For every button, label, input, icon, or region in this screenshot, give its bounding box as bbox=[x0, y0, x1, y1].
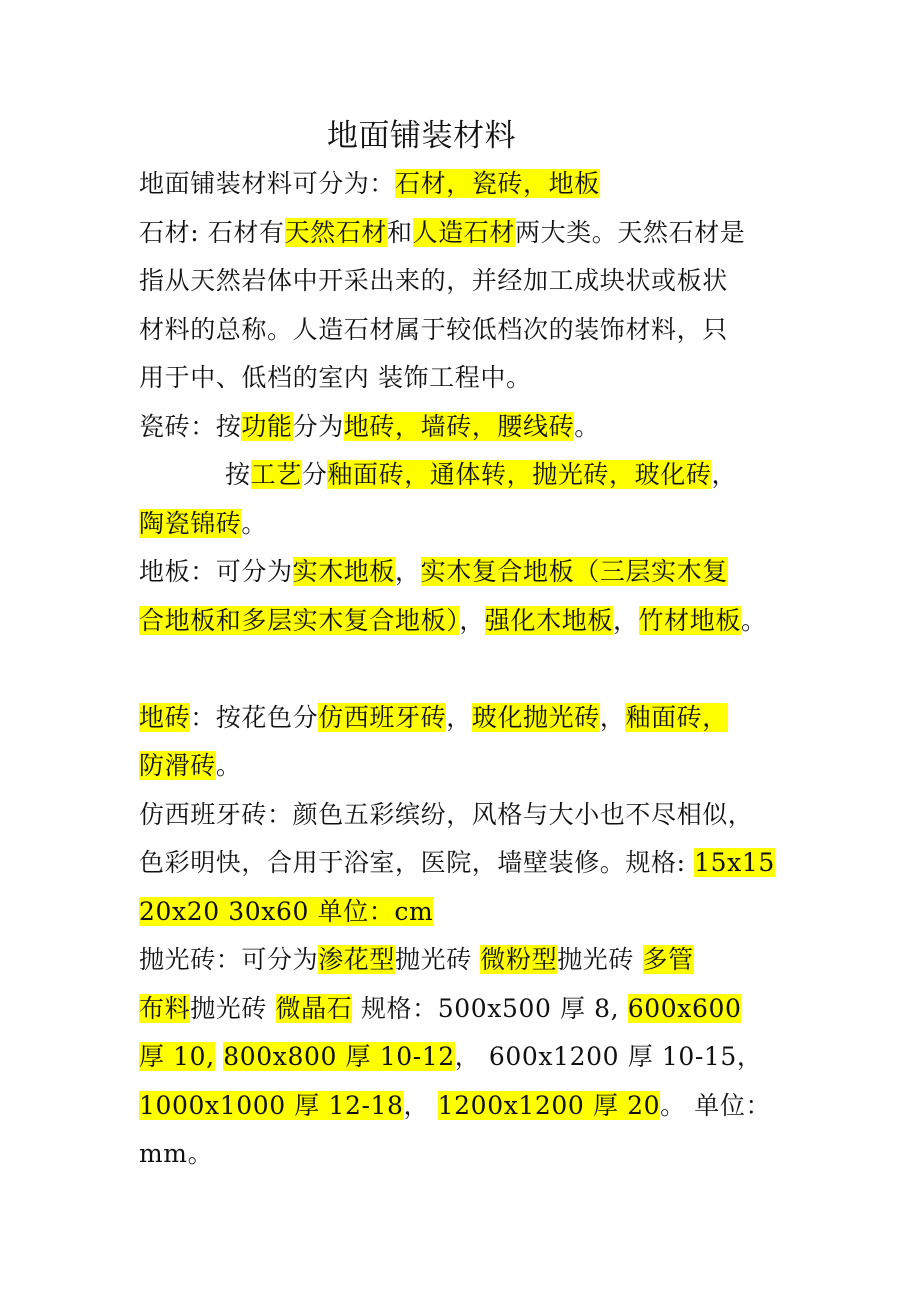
text-segment: 地面铺装材料可分为： bbox=[139, 169, 396, 198]
highlighted-text: 合地板和多层实木复合地板） bbox=[139, 605, 460, 635]
text-segment: ， bbox=[446, 702, 472, 732]
highlighted-text: 天然石材 bbox=[284, 217, 387, 247]
highlighted-text: 600x600 bbox=[627, 993, 742, 1023]
text-line bbox=[139, 597, 799, 646]
text-segment: 指从天然岩体中开采出来的，并经加工成块状或板状 bbox=[139, 266, 728, 295]
highlighted-text: 功能 bbox=[241, 411, 293, 441]
text-segment: ， bbox=[459, 605, 485, 635]
text-line bbox=[139, 694, 799, 743]
highlighted-text: 800x800 厚 10-12 bbox=[223, 1042, 455, 1071]
text-segment: ， bbox=[599, 702, 626, 732]
text-segment: 抛光砖 bbox=[557, 945, 643, 974]
text-segment: 仿西班牙砖：颜色五彩缤纷，风格与大小也不尽相似， bbox=[139, 799, 754, 829]
text-segment: 。 bbox=[215, 751, 242, 780]
highlighted-text: 实木复合地板（三层实木复 bbox=[420, 557, 728, 586]
text-segment: 瓷砖：按 bbox=[139, 411, 242, 441]
text-segment: 。 bbox=[740, 605, 767, 635]
blank-line bbox=[139, 645, 799, 694]
highlighted-text: 仿西班牙砖 bbox=[318, 702, 447, 732]
text-segment: 两大类。天然石材是 bbox=[515, 217, 746, 247]
text-segment: ， bbox=[711, 460, 738, 489]
text-segment: mm。 bbox=[139, 1139, 214, 1168]
text-segment: 和 bbox=[386, 217, 413, 247]
text-segment: 按 bbox=[225, 460, 251, 489]
highlighted-text: 玻化抛光砖 bbox=[471, 702, 600, 732]
text-segment: 用于中、低档的室内 装饰工程中。 bbox=[139, 363, 532, 392]
text-line bbox=[139, 888, 799, 937]
highlighted-text: 地砖 bbox=[139, 702, 191, 732]
text-line bbox=[139, 209, 799, 258]
highlighted-text: 实木地板 bbox=[292, 557, 396, 586]
text-line bbox=[139, 839, 799, 888]
text-segment: ， 600x1200 厚 10-15， bbox=[454, 1042, 763, 1071]
text-line bbox=[139, 548, 799, 597]
text-line bbox=[139, 985, 799, 1034]
highlighted-text: 釉面砖，通体转，抛光砖，玻化砖 bbox=[327, 460, 712, 489]
text-line bbox=[139, 791, 799, 840]
text-line bbox=[139, 500, 799, 549]
text-line bbox=[139, 403, 799, 452]
text-line bbox=[139, 936, 799, 985]
highlighted-text: 微粉型 bbox=[480, 945, 558, 974]
highlighted-text: 竹材地板 bbox=[638, 605, 741, 635]
text-segment: 色彩明快，合用于浴室，医院，墙壁装修。规格: bbox=[139, 848, 695, 877]
highlighted-text: 15x15 bbox=[694, 848, 775, 877]
text-line bbox=[139, 451, 799, 500]
text-segment bbox=[215, 1042, 224, 1071]
text-line bbox=[139, 1082, 799, 1131]
text-segment: 。 bbox=[241, 508, 268, 538]
highlighted-text: 陶瓷锦砖 bbox=[139, 508, 242, 538]
highlighted-text: 釉面砖， bbox=[625, 702, 728, 732]
highlighted-text: 1200x1200 厚 20 bbox=[437, 1090, 661, 1120]
highlighted-text: 工艺 bbox=[250, 460, 302, 489]
text-segment: 抛光砖 bbox=[395, 945, 481, 974]
text-segment: 材料的总称。人造石材属于较低档次的装饰材料，只 bbox=[139, 314, 728, 344]
document-title: 地面铺装材料 bbox=[327, 118, 516, 154]
highlighted-text: 石材，瓷砖，地板 bbox=[395, 169, 600, 198]
text-segment: 地板：可分为 bbox=[139, 557, 293, 586]
highlighted-text: 地砖，墙砖，腰线砖 bbox=[343, 411, 575, 441]
highlighted-text: 人造石材 bbox=[412, 217, 515, 247]
highlighted-text: 强化木地板 bbox=[484, 605, 613, 635]
text-line bbox=[139, 306, 799, 355]
text-segment: ：按花色分 bbox=[190, 702, 319, 732]
text-line bbox=[139, 1130, 799, 1179]
text-segment: ， bbox=[612, 605, 639, 635]
text-segment: 分 bbox=[301, 460, 328, 489]
text-line bbox=[139, 1033, 799, 1082]
text-line bbox=[139, 354, 799, 403]
text-segment: 石材: 石材有 bbox=[139, 217, 285, 247]
text-segment: 抛光砖 bbox=[190, 993, 276, 1023]
highlighted-text: 20x20 30x60 单位：cm bbox=[139, 896, 434, 926]
text-segment: ， bbox=[403, 1090, 438, 1120]
highlighted-text: 布料 bbox=[139, 993, 191, 1023]
text-segment: 抛光砖：可分为 bbox=[139, 945, 319, 974]
text-segment: 。 单位： bbox=[660, 1090, 772, 1120]
highlighted-text: 防滑砖 bbox=[139, 751, 216, 780]
text-segment: 规格：500x500 厚 8, bbox=[352, 993, 628, 1023]
text-line bbox=[139, 742, 799, 791]
text-segment: 分为 bbox=[292, 411, 344, 441]
highlighted-text: 1000x1000 厚 12-18 bbox=[139, 1090, 404, 1120]
highlighted-text: 多管 bbox=[642, 945, 694, 974]
text-line bbox=[139, 257, 799, 306]
highlighted-text: 微晶石 bbox=[275, 993, 353, 1023]
text-segment: 。 bbox=[574, 411, 600, 441]
highlighted-text: 渗花型 bbox=[318, 945, 396, 974]
text-line bbox=[139, 160, 799, 209]
highlighted-text: 厚 10, bbox=[139, 1042, 215, 1071]
document-body bbox=[139, 160, 799, 1179]
text-segment: ， bbox=[395, 557, 421, 586]
